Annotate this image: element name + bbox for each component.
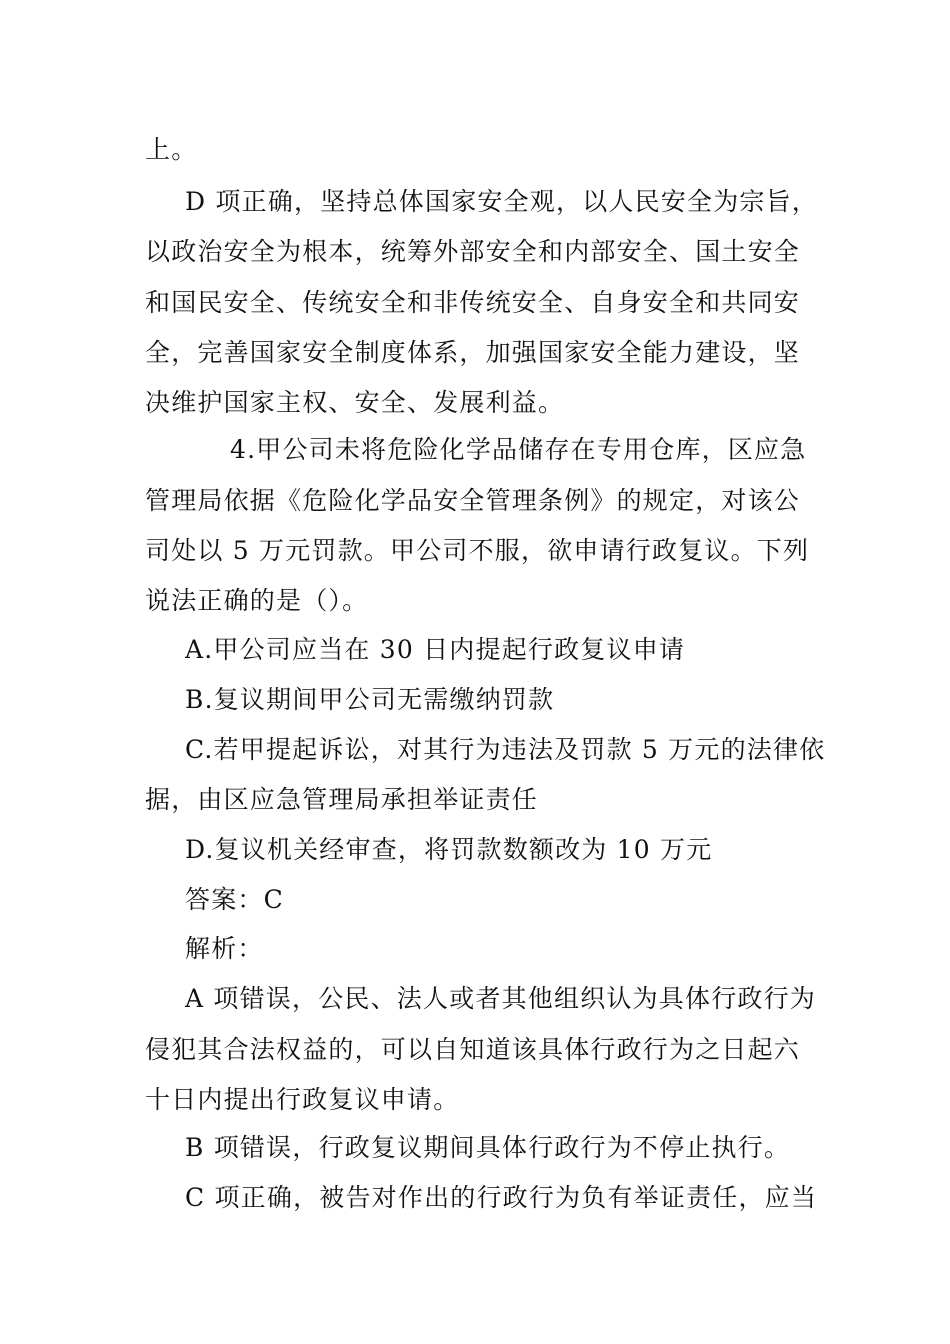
text-line: D 项正确，坚持总体国家安全观，以人民安全为宗旨，	[185, 187, 818, 216]
question-stem: 司处以 5 万元罚款。甲公司不服，欲申请行政复议。下列	[145, 536, 810, 565]
option-c: 据，由区应急管理局承担举证责任	[145, 785, 539, 814]
text-line: 和国民安全、传统安全和非传统安全、自身安全和共同安	[145, 288, 801, 317]
analysis-text: C 项正确，被告对作出的行政行为负有举证责任，应当	[185, 1183, 818, 1212]
option-d: D.复议机关经审查，将罚款数额改为 10 万元	[185, 835, 713, 864]
option-b: B.复议期间甲公司无需缴纳罚款	[185, 685, 555, 714]
analysis-text: B 项错误，行政复议期间具体行政行为不停止执行。	[185, 1133, 791, 1162]
answer: 答案：C	[185, 885, 284, 914]
text-line: 以政治安全为根本，统筹外部安全和内部安全、国土安全	[145, 237, 801, 266]
analysis-text: A 项错误，公民、法人或者其他组织认为具体行政行为	[185, 984, 817, 1013]
analysis-heading: 解析：	[185, 934, 264, 963]
question-stem: 说法正确的是（）。	[145, 586, 369, 615]
option-a: A.甲公司应当在 30 日内提起行政复议申请	[185, 635, 686, 664]
text-line: 上。	[145, 135, 198, 164]
text-line: 决维护国家主权、安全、发展利益。	[145, 388, 565, 417]
text-line: 全，完善国家安全制度体系，加强国家安全能力建设，坚	[145, 338, 801, 367]
analysis-text: 十日内提出行政复议申请。	[145, 1085, 460, 1114]
option-c: C.若甲提起诉讼，对其行为违法及罚款 5 万元的法律依	[185, 735, 826, 764]
analysis-text: 侵犯其合法权益的，可以自知道该具体行政行为之日起六	[145, 1035, 801, 1064]
question-stem: 4.甲公司未将危险化学品储存在专用仓库，区应急	[230, 435, 807, 464]
question-stem: 管理局依据《危险化学品安全管理条例》的规定，对该公	[145, 486, 801, 515]
